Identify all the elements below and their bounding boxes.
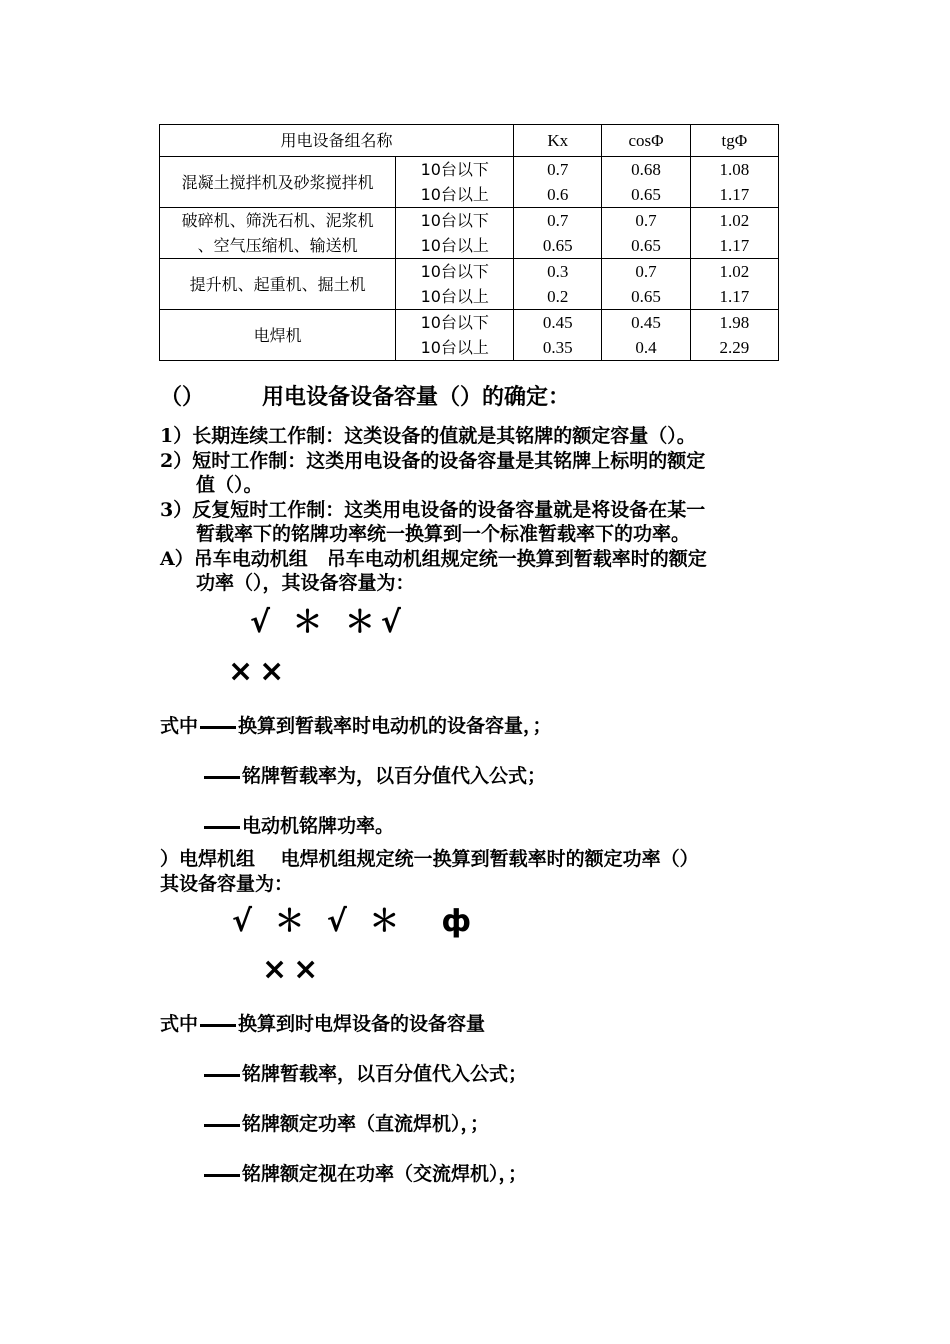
tg-hi: 1.17	[719, 236, 750, 255]
row-cos	[602, 310, 690, 361]
tg-hi: 1.17	[719, 287, 750, 306]
dash-icon	[200, 1024, 236, 1027]
row-cos	[602, 208, 690, 259]
item-3-line2: 暂载率下的铭牌功率统一换算到一个标准暂载率下的功率。	[196, 523, 691, 545]
formula-b-top: √ ＊ √ ＊ ф	[232, 904, 478, 939]
row-tg	[690, 157, 778, 208]
where-b-4: 铭牌额定视在功率（交流焊机），；	[202, 1162, 527, 1187]
row-name-line1: 破碎机、筛洗石机、泥浆机	[181, 211, 374, 230]
count-lo: 10台以下	[420, 262, 489, 281]
tg-lo: 1.98	[719, 313, 750, 332]
count-hi: 10台以上	[420, 287, 489, 306]
row-name: 电焊机	[160, 310, 396, 361]
row-name	[160, 208, 396, 259]
row-kx	[514, 208, 602, 259]
dash-icon	[204, 1074, 240, 1077]
cos-lo: 0.68	[631, 160, 661, 179]
kx-hi: 0.35	[542, 338, 573, 357]
heading-prefix: （）	[160, 384, 205, 410]
kx-lo: 0.3	[547, 262, 569, 281]
cos-lo: 0.7	[635, 262, 657, 281]
row-count	[396, 310, 514, 361]
cos-hi: 0.65	[631, 236, 661, 255]
kx-hi: 0.65	[542, 236, 573, 255]
row-kx	[514, 157, 602, 208]
cos-hi: 0.65	[631, 185, 661, 204]
table-row	[160, 310, 779, 361]
tg-lo: 1.02	[719, 211, 750, 230]
dash-icon	[204, 1124, 240, 1127]
row-count	[396, 208, 514, 259]
table-row	[160, 157, 779, 208]
where-a-2: 铭牌暂载率为，以百分值代入公式；	[202, 764, 546, 789]
where-b-1: 式中 换算到时电焊设备的设备容量	[160, 1013, 486, 1035]
row-count	[396, 157, 514, 208]
count-hi: 10台以上	[420, 338, 489, 357]
table-row	[160, 259, 779, 310]
row-cos	[602, 259, 690, 310]
row-name: 混凝土搅拌机及砂浆搅拌机	[160, 157, 396, 208]
tg-hi: 2.29	[719, 338, 750, 357]
kx-lo: 0.7	[547, 211, 569, 230]
dash-icon	[204, 826, 240, 829]
count-hi: 10台以上	[420, 236, 489, 255]
where-b-2: 铭牌暂载率，以百分值代入公式；	[202, 1062, 527, 1087]
tg-lo: 1.08	[719, 160, 750, 179]
kx-hi: 0.2	[547, 287, 569, 306]
row-cos	[602, 157, 690, 208]
count-lo: 10台以下	[420, 160, 489, 179]
row-name-line2: 、空气压缩机、输送机	[197, 236, 358, 255]
row-name: 提升机、起重机、掘土机	[160, 259, 396, 310]
demand-coefficient-table	[159, 124, 779, 361]
kx-hi: 0.6	[547, 185, 569, 204]
dash-icon	[204, 1174, 240, 1177]
section-heading	[160, 385, 570, 410]
header-kx: Kx	[514, 125, 602, 157]
kx-lo: 0.7	[547, 160, 569, 179]
count-lo: 10台以下	[420, 211, 489, 230]
where-a-3: 电动机铭牌功率。	[202, 814, 394, 839]
where-b-prefix: 式中	[160, 1013, 199, 1035]
where-a-1: 式中 换算到暂载率时电动机的设备容量，；	[160, 715, 552, 737]
item-b-line2: 其设备容量为：	[160, 873, 294, 895]
where-a-prefix: 式中	[160, 715, 199, 737]
header-cos: cosΦ	[602, 125, 690, 157]
row-tg	[690, 310, 778, 361]
item-2-line2: 值（）。	[196, 474, 263, 496]
table-header-row	[160, 125, 779, 157]
item-2-line1: 2）短时工作制：这类用电设备的设备容量是其铭牌上标明的额定	[160, 450, 706, 472]
where-b-3: 铭牌额定功率（直流焊机），；	[202, 1112, 489, 1137]
item-b-line1: ）电焊机组 电焊机组规定统一换算到暂载率时的额定功率（）	[160, 848, 699, 870]
row-tg	[690, 259, 778, 310]
row-count	[396, 259, 514, 310]
kx-lo: 0.45	[542, 313, 573, 332]
tg-hi: 1.17	[719, 185, 750, 204]
table-row	[160, 208, 779, 259]
count-lo: 10台以下	[420, 313, 489, 332]
dash-icon	[204, 776, 240, 779]
item-1: 1）长期连续工作制：这类设备的值就是其铭牌的额定容量（）。	[160, 425, 696, 447]
header-tg: tgΦ	[690, 125, 778, 157]
formula-a-bottom: ××	[228, 654, 291, 689]
formula-b-bottom: ××	[262, 952, 325, 987]
cos-lo: 0.7	[635, 211, 657, 230]
cos-lo: 0.45	[631, 313, 661, 332]
item-a-line2: 功率（），其设备容量为：	[196, 572, 415, 594]
row-kx	[514, 259, 602, 310]
header-equipment-group: 用电设备组名称	[160, 125, 514, 157]
count-hi: 10台以上	[420, 185, 489, 204]
dash-icon	[200, 726, 236, 729]
item-3-line1: 3）反复短时工作制：这类用电设备的设备容量就是将设备在某一	[160, 499, 706, 521]
heading-text: 用电设备设备容量（）的确定：	[262, 384, 571, 410]
cos-hi: 0.4	[635, 338, 657, 357]
formula-a-top: √ ＊ ＊√	[250, 605, 407, 640]
cos-hi: 0.65	[631, 287, 661, 306]
row-kx	[514, 310, 602, 361]
tg-lo: 1.02	[719, 262, 750, 281]
row-tg	[690, 208, 778, 259]
item-a-line1: A）吊车电动机组 吊车电动机组规定统一换算到暂载率时的额定	[160, 548, 707, 570]
